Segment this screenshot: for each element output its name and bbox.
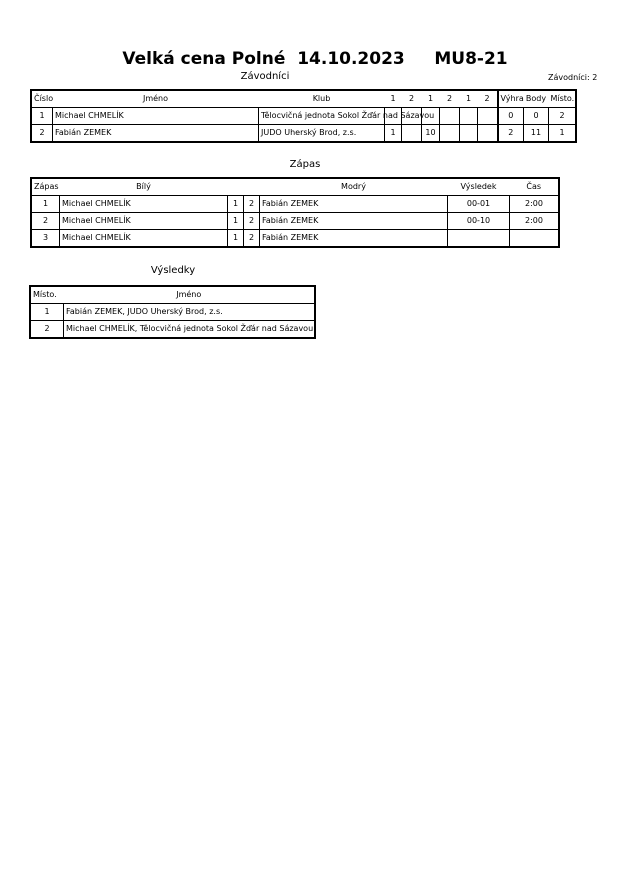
col-header-blank-b xyxy=(244,179,260,196)
cell-name: Michael CHMELÍK xyxy=(53,108,259,125)
cell-num: 3 xyxy=(32,230,60,247)
col-header-r1: 1 xyxy=(385,91,402,108)
col-header-jmeno: Jméno xyxy=(53,91,259,108)
table-row xyxy=(32,196,559,213)
competitors-table xyxy=(31,90,576,142)
cell-num: 1 xyxy=(32,108,53,125)
table-row xyxy=(32,125,576,142)
cell-wins: 2 xyxy=(498,125,524,142)
table-row xyxy=(32,230,559,247)
col-header-bily: Bílý xyxy=(60,179,228,196)
col-header-blank-a xyxy=(228,179,244,196)
table-row xyxy=(31,321,315,338)
col-header-misto: Místo. xyxy=(31,287,64,304)
col-header-klub: Klub xyxy=(259,91,385,108)
competitors-heading: Závodníci xyxy=(240,71,290,82)
cell-result xyxy=(448,230,510,247)
cell-b: 2 xyxy=(244,196,260,213)
cell-r2 xyxy=(402,125,422,142)
cell-r1: 1 xyxy=(385,125,402,142)
cell-place: 1 xyxy=(549,125,576,142)
cell-r6 xyxy=(478,125,498,142)
cell-white: Michael CHMELÍK xyxy=(60,196,228,213)
col-header-r3: 1 xyxy=(422,91,440,108)
col-header-cas: Čas xyxy=(510,179,559,196)
cell-white: Michael CHMELÍK xyxy=(60,213,228,230)
col-header-jmeno: Jméno xyxy=(64,287,315,304)
col-header-vyhra: Výhra xyxy=(498,91,524,108)
cell-name: Fabián ZEMEK xyxy=(53,125,259,142)
cell-r4 xyxy=(440,108,460,125)
cell-result: 00-10 xyxy=(448,213,510,230)
cell-time xyxy=(510,230,559,247)
col-header-body: Body xyxy=(524,91,549,108)
table-row xyxy=(31,304,315,321)
competitors-count: Závodníci: 2 xyxy=(548,73,598,82)
cell-points: 0 xyxy=(524,108,549,125)
cell-num: 2 xyxy=(32,125,53,142)
cell-name: Fabián ZEMEK, JUDO Uherský Brod, z.s. xyxy=(64,304,315,321)
cell-r5 xyxy=(460,125,478,142)
cell-white: Michael CHMELÍK xyxy=(60,230,228,247)
col-header-cislo: Číslo xyxy=(32,91,53,108)
cell-wins: 0 xyxy=(498,108,524,125)
col-header-modry: Modrý xyxy=(260,179,448,196)
cell-a: 1 xyxy=(228,196,244,213)
cell-b: 2 xyxy=(244,213,260,230)
cell-blue: Fabián ZEMEK xyxy=(260,230,448,247)
results-table xyxy=(30,286,315,338)
cell-a: 1 xyxy=(228,213,244,230)
col-header-zapas: Zápas xyxy=(32,179,60,196)
table-row xyxy=(32,213,559,230)
results-header-row xyxy=(31,287,315,304)
page-title: Velká cena Polné 14.10.2023 MU8-21 xyxy=(122,49,508,69)
cell-result: 00-01 xyxy=(448,196,510,213)
cell-a: 1 xyxy=(228,230,244,247)
cell-r5 xyxy=(460,108,478,125)
col-header-r6: 2 xyxy=(478,91,498,108)
cell-num: 2 xyxy=(32,213,60,230)
col-header-r4: 2 xyxy=(440,91,460,108)
cell-points: 11 xyxy=(524,125,549,142)
cell-name: Michael CHMELÍK, Tělocvičná jednota Sokol Žďár nad Sázavou xyxy=(64,321,315,338)
matches-table xyxy=(31,178,559,247)
col-header-r5: 1 xyxy=(460,91,478,108)
matches-header-row xyxy=(32,179,559,196)
cell-place: 2 xyxy=(549,108,576,125)
matches-heading: Zápas xyxy=(289,159,321,170)
cell-blue: Fabián ZEMEK xyxy=(260,213,448,230)
col-header-r2: 2 xyxy=(402,91,422,108)
cell-place: 1 xyxy=(31,304,64,321)
cell-place: 2 xyxy=(31,321,64,338)
cell-num: 1 xyxy=(32,196,60,213)
table-row xyxy=(32,108,576,125)
cell-r4 xyxy=(440,125,460,142)
cell-club: Tělocvičná jednota Sokol Žďár nad Sázavou xyxy=(259,108,385,125)
cell-r3: 10 xyxy=(422,125,440,142)
cell-r6 xyxy=(478,108,498,125)
results-heading: Výsledky xyxy=(150,265,196,276)
cell-b: 2 xyxy=(244,230,260,247)
col-header-misto: Místo. xyxy=(549,91,576,108)
cell-time: 2:00 xyxy=(510,213,559,230)
col-header-vysledek: Výsledek xyxy=(448,179,510,196)
cell-club: JUDO Uherský Brod, z.s. xyxy=(259,125,385,142)
cell-time: 2:00 xyxy=(510,196,559,213)
competitors-header-row xyxy=(32,91,576,108)
cell-blue: Fabián ZEMEK xyxy=(260,196,448,213)
